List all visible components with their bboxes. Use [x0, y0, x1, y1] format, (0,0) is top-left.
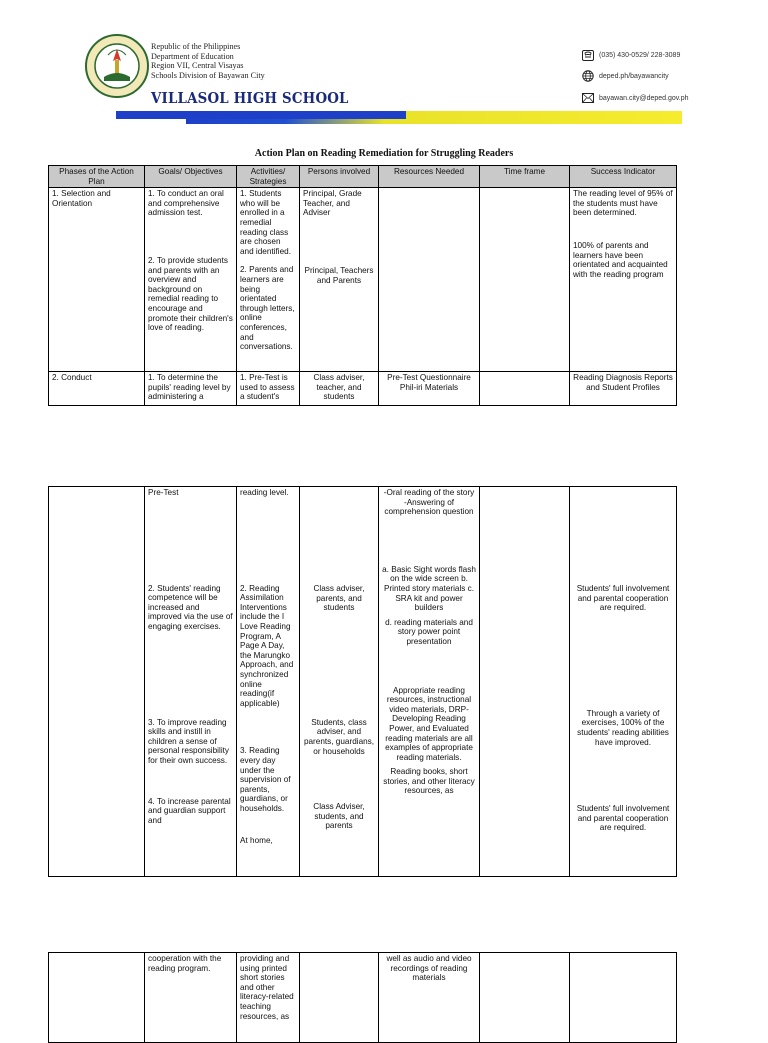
table-cell: 1. To determine the pupils' reading level by administering a	[145, 372, 237, 406]
header-cell: Time frame	[480, 166, 570, 188]
phone-icon	[582, 50, 594, 61]
cell-text: Appropriate reading resources, instructional video materials, DRP- Developing Reading Power, and Evaluated reading materials are all examples of appropriate reading materials.	[385, 685, 473, 762]
globe-icon	[582, 70, 594, 82]
cell-text: Students' full involvement and parental cooperation are required.	[576, 584, 670, 613]
cell-text: 1. Students who will be enrolled in a remedial reading class are chosen and identified.	[240, 189, 291, 256]
letterhead-band-blue	[116, 111, 406, 119]
cell-text: Students, class adviser, and parents, guardians, or households	[303, 717, 375, 756]
action-plan-table-continued	[48, 486, 677, 877]
table-cell: Pre-Test Questionnaire Phil-iri Materials	[379, 372, 480, 406]
cell-text: 2. Students' reading competence will be increased and improved via the use of engaging exercises.	[148, 583, 233, 631]
table-row	[49, 372, 677, 406]
cell-text: At home,	[240, 836, 273, 846]
org-line: Region VII, Central Visayas	[151, 61, 244, 71]
table-cell	[480, 487, 570, 877]
school-name: VILLASOL HIGH SCHOOL	[151, 90, 349, 107]
header-cell: Persons involved	[300, 166, 379, 188]
org-line: Republic of the Philippines	[151, 42, 241, 51]
org-line: Schools Division of Bayawan City	[151, 70, 265, 80]
table-cell: well as audio and video recordings of reading materials	[379, 953, 480, 1043]
table-cell	[49, 953, 145, 1043]
cell-text: Students' full involvement and parental cooperation are required.	[576, 804, 670, 833]
table-cell	[145, 487, 237, 877]
cell-text: 2. Reading Assimilation Interventions include the I Love Reading Program, A Page A Day, the Marungko Approach, and synchronized online reading(if applicable)	[240, 583, 294, 708]
cell-text: 4. To increase parental and guardian support and	[148, 796, 231, 825]
table-cell	[237, 188, 300, 372]
cell-text: Through a variety of exercises, 100% of the students' reading abilities have improved.	[577, 708, 669, 747]
table-cell: 1. Pre-Test is used to assess a student's	[237, 372, 300, 406]
table-cell: Reading Diagnosis Reports and Student Profiles	[570, 372, 677, 406]
header-cell: Resources Needed	[379, 166, 480, 188]
envelope-icon	[582, 93, 594, 103]
header-cell: Activities/ Strategies	[237, 166, 300, 188]
table-cell	[480, 372, 570, 406]
table-cell: cooperation with the reading program.	[145, 953, 237, 1043]
table-row	[49, 487, 677, 877]
table-cell	[237, 487, 300, 877]
header-cell: Phases of the Action Plan	[49, 166, 145, 188]
org-header	[151, 42, 265, 80]
cell-text: 100% of parents and learners have been orientated and acquainted with the reading program	[573, 240, 668, 279]
table-cell	[300, 953, 379, 1043]
table-row	[49, 188, 677, 372]
cell-text: 3. To improve reading skills and instill in children a sense of personal responsibility for their own success.	[148, 717, 230, 765]
cell-text: 2. Parents and learners are being orientated through letters, online conferences, and conversations.	[240, 265, 295, 352]
header-cell: Success Indicator	[570, 166, 677, 188]
contact-phone	[582, 50, 680, 61]
table-row	[49, 953, 677, 1043]
contact-website	[582, 70, 669, 82]
action-plan-table-continued-2	[48, 952, 677, 1043]
table-cell	[145, 188, 237, 372]
cell-text: Principal, Teachers and Parents	[304, 265, 374, 285]
table-cell	[379, 188, 480, 372]
cell-text: Reading books, short stories, and other literacy resources, as	[383, 767, 475, 796]
cell-text: Class adviser, parents, and students	[313, 584, 365, 613]
contact-email	[582, 93, 688, 103]
table-cell: 2. Conduct	[49, 372, 145, 406]
table-cell	[570, 188, 677, 372]
table-cell	[570, 487, 677, 877]
cell-text: 1. To conduct an oral and comprehensive admission test.	[148, 189, 224, 218]
cell-text: reading level.	[240, 488, 289, 497]
phone-text: (035) 430-0529/ 228-3089	[599, 52, 681, 59]
table-header-row	[49, 166, 677, 188]
website-text: deped.ph/bayawancity	[599, 72, 669, 80]
cell-text: d. reading materials and story power point presentation	[385, 617, 473, 646]
cell-text: -Oral reading of the story -Answering of comprehension question	[383, 488, 475, 517]
cell-text: Class Adviser, students, and parents	[313, 802, 365, 831]
table-cell: 1. Selection and Orientation	[49, 188, 145, 372]
org-line: Department of Education	[151, 51, 234, 61]
table-cell	[379, 487, 480, 877]
table-cell: Class adviser, teacher, and students	[300, 372, 379, 406]
header-cell: Goals/ Objectives	[145, 166, 237, 188]
cell-text: Pre-Test	[148, 488, 179, 497]
division-seal-icon	[84, 33, 150, 99]
table-cell	[570, 953, 677, 1043]
email-text: bayawan.city@deped.gov.ph	[599, 94, 689, 102]
table-cell	[300, 188, 379, 372]
cell-text: 2. To provide students and parents with an overview and background on remedial reading to encourage and promote their children's love of reading.	[148, 255, 233, 333]
document-title: Action Plan on Reading Remediation for Struggling Readers	[254, 148, 514, 159]
action-plan-table	[48, 165, 677, 406]
table-cell	[300, 487, 379, 877]
table-cell	[480, 953, 570, 1043]
table-cell	[480, 188, 570, 372]
table-cell: providing and using printed short stories and other literacy-related teaching resources, as	[237, 953, 300, 1043]
cell-text: Principal, Grade Teacher, and Adviser	[303, 189, 362, 218]
table-cell	[49, 487, 145, 877]
cell-text: The reading level of 95% of the students must have been determined.	[573, 189, 673, 218]
cell-text: a. Basic Sight words flash on the wide screen b. Printed story materials c. SRA kit and power builders	[382, 564, 476, 613]
cell-text: 3. Reading every day under the supervision of parents, guardians, or households.	[240, 746, 291, 813]
